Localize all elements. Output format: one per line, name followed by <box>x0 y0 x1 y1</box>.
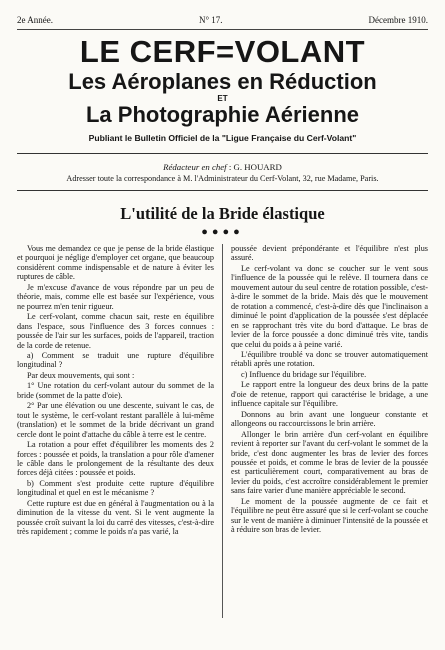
journal-title: LE CERF=VOLANT <box>79 34 366 69</box>
right-column <box>231 244 428 618</box>
article-paragraph: Allonger le brin arrière d'un cerf-volant en équilibre revient à reporter sur l'avant du cerf-volant le sommet de la bride, c'est donc augmenter les bras de levier des forces poussée et poids, et comme le bras de levier de la poussée est particulièrement court, comparativement au bras de levier du poids, c'est accroître considérablement le premier sans faire varier d'une manière appréciable le second. <box>231 429 428 496</box>
divider <box>17 153 428 154</box>
editor-label: Rédacteur en chef <box>163 162 227 172</box>
journal-subtitle-1: Les Aéroplanes en Réduction <box>68 69 377 94</box>
article-paragraph: 1° Une rotation du cerf-volant autour du sommet de la bride (sommet de la patte d'oie). <box>17 381 214 400</box>
journal-subtitle-2: La Photographie Aérienne <box>85 102 359 127</box>
article-paragraph: Je m'excuse d'avance de vous répondre par un peu de théorie, mais, comme elle est basée sur l'expérience, vous ne pourrez m'en tenir rigueur. <box>17 282 214 311</box>
masthead <box>17 36 428 144</box>
article-paragraph: Le cerf-volant va donc se coucher sur le vent sous l'influence de la poussée qui le relève. Il tournera dans ce mouvement autour du seul centre de rotation possible, c'est-à-dire le sommet de la bride. Mais dès que le mouvement de rotation a commencé, c'est-à-dire dès que l'inclinaison a diminué le point d'application de la poussée s'est déplacée en se rapprochant très vite du bord d'attaque. Le bras de levier de la force poussée a donc diminué très vite, tandis que celui du poids a à peine varié. <box>231 263 428 349</box>
article-paragraph: a) Comment se traduit une rupture d'équilibre longitudinal ? <box>17 350 214 370</box>
article-paragraph: Par deux mouvements, qui sont : <box>27 370 135 380</box>
article-paragraph: Donnons au brin avant une longueur constante et allongeons ou raccourcissons le brin arrière. <box>231 409 428 429</box>
issue-year: 2e Année. <box>17 15 53 25</box>
article-paragraph: Cette rupture est due en général à l'augmentation ou à la diminution de la vitesse du vent. Si le vent augmente la poussée croît suivant la loi du carré des vitesses, c'est-à-dire très rapidement ; comme le poids n'a pas varié, la <box>17 498 214 537</box>
journal-tagline: Publiant le Bulletin Officiel de la "Ligue Française du Cerf-Volant" <box>88 133 357 143</box>
divider <box>17 190 428 191</box>
article-paragraph: Le cerf-volant, comme chacun sait, reste en équilibre dans l'espace, sous l'influence des 3 forces connues : poussée de l'air sur les surfaces, poids de l'appareil, traction de la corde de retenue. <box>17 312 214 350</box>
article-paragraph: Le moment de la poussée augmente de ce fait et l'équilibre ne peut être assuré que si le cerf-volant se couche sur le vent de manière à diminuer l'intensité de la poussée et à réduire son bras de levier. <box>231 496 428 535</box>
issue-date: Décembre 1910. <box>368 15 428 25</box>
article-paragraph: La rotation a pour effet d'équilibrer les moments des 2 forces : poussée et poids, la translation a pour rôle d'amener le câble dans le prolongement de la résultante des deux forces déjà citées : poussée et poids. <box>17 440 214 478</box>
article-paragraph: L'équilibre troublé va donc se trouver automatiquement rétabli après une rotation. <box>231 349 428 369</box>
article-paragraph: poussée devient prépondérante et l'équilibre n'est plus assuré. <box>231 244 428 263</box>
article-paragraph: c) Influence du bridage sur l'équilibre. <box>241 369 367 379</box>
correspondence-address: Adresser toute la correspondance à M. l'Administrateur du Cerf-Volant, 32, rue Madame, Paris. <box>66 174 379 183</box>
column-rule <box>222 244 223 618</box>
editor-name: : G. HOUARD <box>228 162 282 172</box>
title-ornament: ●●●● <box>201 226 244 238</box>
journal-subtitle-conjunction: ET <box>217 94 228 103</box>
issue-line <box>17 14 428 30</box>
left-column <box>17 244 214 618</box>
editor-line <box>17 162 428 173</box>
article-title: L'utilité de la Bride élastique <box>120 204 325 223</box>
article-paragraph: 2° Par une élévation ou une descente, suivant le cas, de tout le système, le cerf-volant restant parallèle à lui-même (translation) et le sommet de la bride décrivant un grand cercle dont le point d'attache du câble à terre est le centre. <box>17 401 214 439</box>
article-paragraph: b) Comment s'est produite cette rupture d'équilibre longitudinal et quel en est le mécanisme ? <box>17 478 214 498</box>
article-body <box>17 244 428 618</box>
article-paragraph: Vous me demandez ce que je pense de la bride élastique et pourquoi je néglige d'employer cet organe, que beaucoup considèrent comme indispensable et de nature à éviter les ruptures de câble. <box>17 244 214 282</box>
article-paragraph: Le rapport entre la longueur des deux brins de la patte d'oie de retenue, rapport qui caractérise le bridage, a une influence capitale sur l'équilibre. <box>231 380 428 409</box>
issue-number: N° 17. <box>198 15 223 25</box>
